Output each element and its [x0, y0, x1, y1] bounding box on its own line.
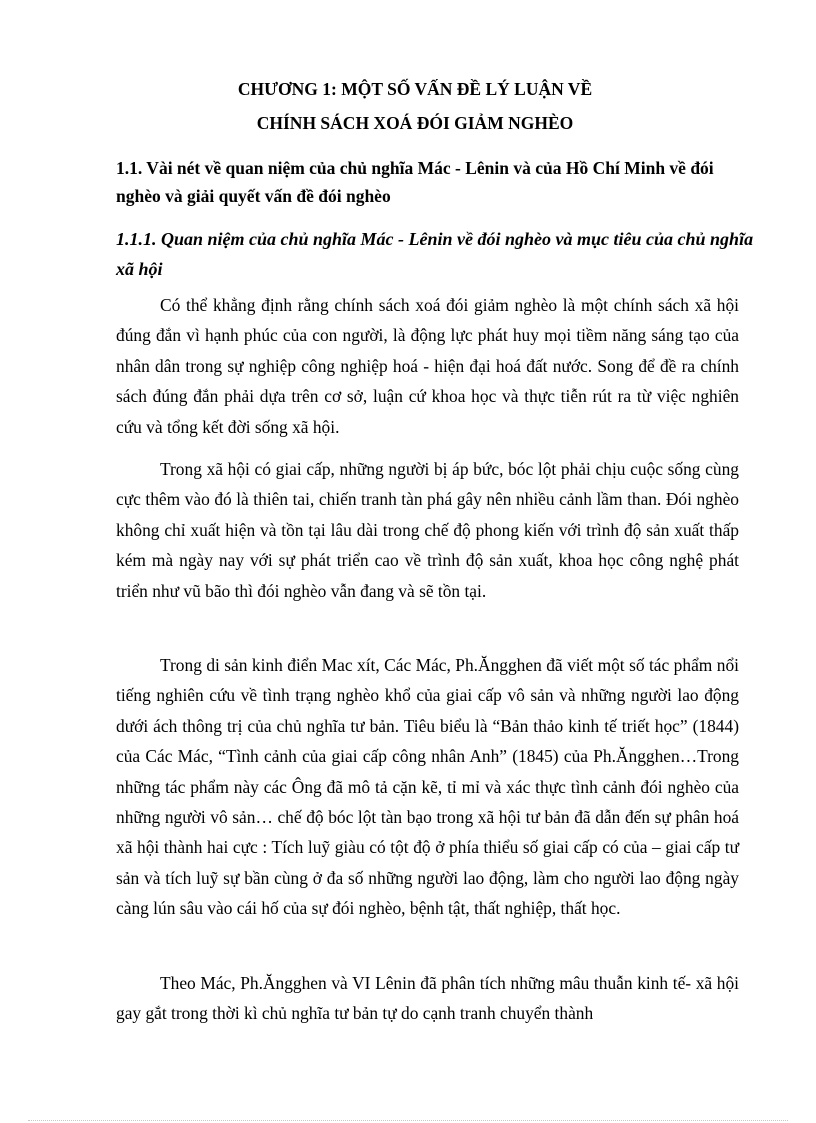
- paragraph-3: Trong di sản kinh điển Mac xít, Các Mác, Ph.Ăngghen đã viết một số tác phẩm nổi tiếng nghiên cứu về tình trạng nghèo khổ của giai cấp vô sản và những người lao động dưới ách thông trị của chủ nghĩa tư bản. Tiêu biểu là “Bản thảo kinh tế triết học” (1844) của Các Mác, “Tình cảnh của giai cấp công nhân Anh” (1845) của Ph.Ăngghen…Trong những tác phẩm này các Ông đã mô tả cặn kẽ, tỉ mỉ và xác thực tình cảnh đói nghèo của những người vô sản… chế độ bóc lột tàn bạo trong xã hội tư bản đã dẫn đến sự phân hoá xã hội thành hai cực : Tích luỹ giàu có tột độ ở phía thiểu số giai cấp có của – giai cấp tư sản và tích luỹ sự bần cùng ở đa số những người lao động, làm cho người lao động ngày càng lún sâu vào cái hố của sự đói nghèo, bệnh tật, thất nghiệp, thất học.: [116, 655, 739, 919]
- subsection-heading: 1.1.1. Quan niệm của chủ nghĩa Mác - Lênin về đói nghèo và mục tiêu của chủ nghĩa xã hội: [116, 229, 754, 279]
- paragraph-1: Có thể khẳng định rằng chính sách xoá đói giảm nghèo là một chính sách xã hội đúng đắn vì hạnh phúc của con người, là động lực phát huy mọi tiềm năng sáng tạo của nhân dân trong sự nghiệp công nghiệp hoá - hiện đại hoá đất nước. Song để đề ra chính sách đúng đắn phải dựa trên cơ sở, luận cứ khoa học và thực tiễn rút ra từ việc nghiên cứu và tổng kết đời sống xã hội.: [116, 295, 739, 437]
- paragraph-2: Trong xã hội có giai cấp, những người bị áp bức, bóc lột phải chịu cuộc sống cùng cực thêm vào đó là thiên tai, chiến tranh tàn phá gây nên nhiều cảnh lầm than. Đói nghèo không chỉ xuất hiện và tồn tại lâu dài trong chế độ phong kiến với trình độ sản xuất thấp kém mà ngày nay với sự phát triển cao về trình độ sản xuất, khoa học công nghệ phát triển như vũ bão thì đói nghèo vẫn đang và sẽ tồn tại.: [116, 459, 739, 601]
- paragraph-4: Theo Mác, Ph.Ăngghen và VI Lênin đã phân tích những mâu thuẫn kinh tế- xã hội gay gắt trong thời kì chủ nghĩa tư bản tự do cạnh tranh chuyển thành: [116, 973, 739, 1024]
- chapter-title-line-1: CHƯƠNG 1: MỘT SỐ VẤN ĐỀ LÝ LUẬN VỀ: [237, 79, 593, 99]
- section-heading: 1.1. Vài nét về quan niệm của chủ nghĩa Mác - Lênin và của Hồ Chí Minh về đói nghèo và giải quyết vấn đề đói nghèo: [116, 158, 714, 206]
- chapter-title-line-2: CHÍNH SÁCH XOÁ ĐÓI GIẢM NGHÈO: [256, 113, 574, 133]
- page-bottom-border: [28, 1120, 788, 1121]
